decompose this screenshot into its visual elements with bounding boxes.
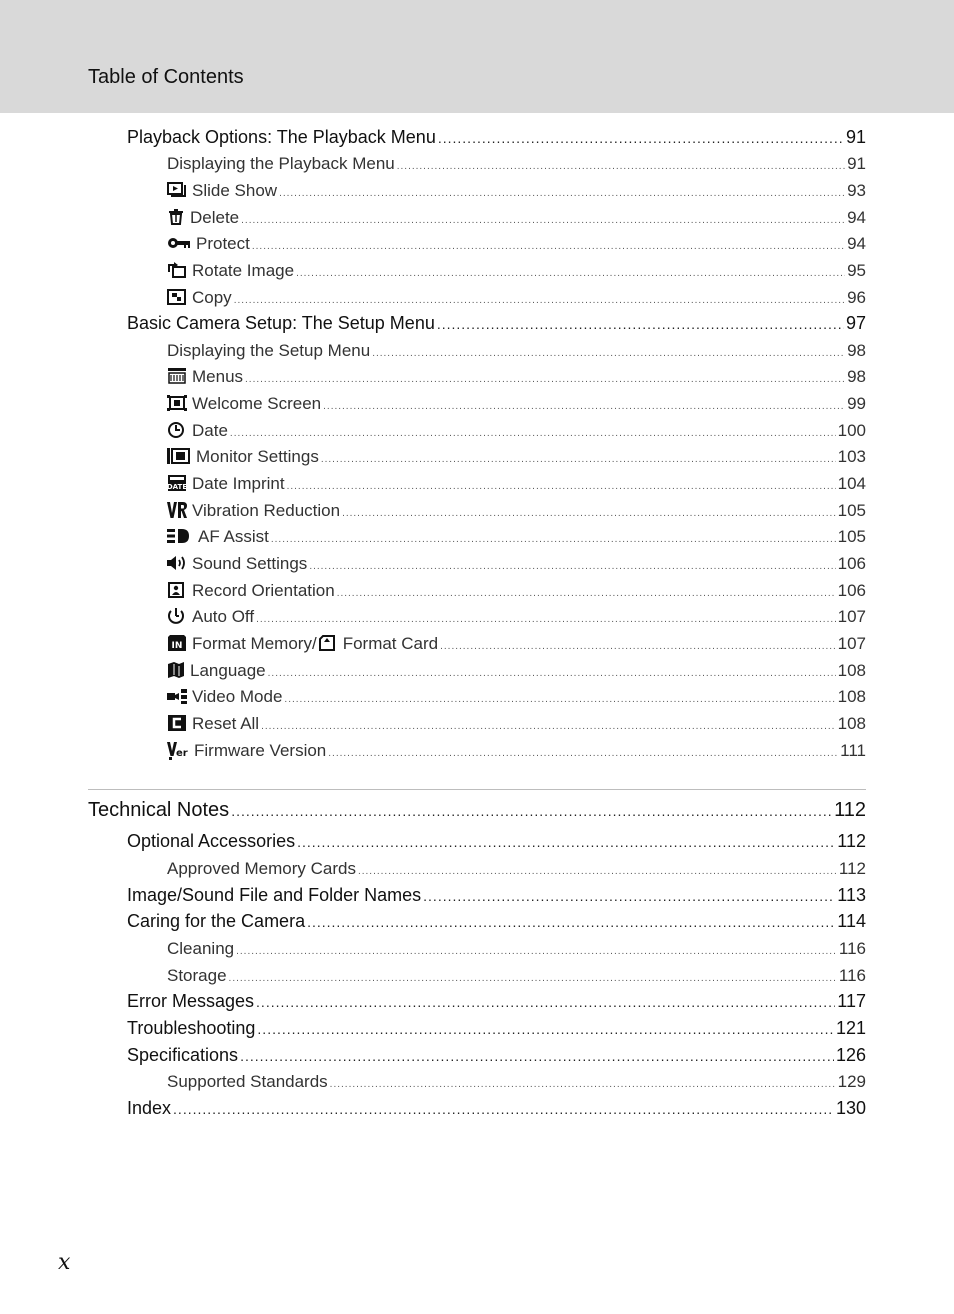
toc-page: 105 xyxy=(837,501,866,520)
toc-page: 117 xyxy=(837,991,866,1011)
toc-entry[interactable] xyxy=(167,208,866,228)
toc-page: 106 xyxy=(837,581,866,600)
toc-page: 130 xyxy=(835,1098,866,1118)
toc-entry[interactable] xyxy=(167,154,866,174)
toc-title: Copy xyxy=(192,288,232,307)
toc-entry[interactable] xyxy=(167,367,866,387)
svg-text:IN: IN xyxy=(171,641,183,651)
toc-entry-setup-menu[interactable] xyxy=(127,313,866,334)
toc-title: Protect xyxy=(196,234,250,253)
toc-title: Date xyxy=(192,421,228,440)
toc-entry[interactable] xyxy=(167,501,866,521)
trash-icon xyxy=(167,209,185,225)
vr-icon xyxy=(167,502,187,518)
toc-entry[interactable] xyxy=(127,991,866,1012)
clock-icon xyxy=(167,422,187,438)
toc-page: 99 xyxy=(847,394,866,413)
toc-title: Cleaning xyxy=(167,939,235,958)
page-number: x xyxy=(58,1250,71,1275)
toc-page: 112 xyxy=(834,799,866,821)
toc-page: 105 xyxy=(837,527,866,546)
page-header-title: Table of Contents xyxy=(88,66,244,88)
menu-icon xyxy=(167,368,187,384)
toc-title: Error Messages xyxy=(127,991,255,1011)
toc-title: Sound Settings xyxy=(192,554,308,573)
toc-title: Monitor Settings xyxy=(196,447,319,466)
toc-entry[interactable] xyxy=(127,1018,866,1039)
toc-page: 114 xyxy=(837,911,866,931)
toc-entry[interactable] xyxy=(127,1098,866,1119)
toc-title: Reset All xyxy=(192,714,260,733)
toc-entry[interactable] xyxy=(167,421,866,441)
toc-entry[interactable] xyxy=(167,288,866,308)
toc-entry[interactable] xyxy=(127,885,866,906)
toc-page: 108 xyxy=(837,687,866,706)
toc-entry[interactable] xyxy=(167,741,866,761)
toc-title-2: Format Card xyxy=(342,634,439,653)
toc-title: Delete xyxy=(190,208,240,227)
svg-text:er: er xyxy=(176,748,188,759)
toc-entry[interactable] xyxy=(127,1045,866,1066)
toc-page: 91 xyxy=(845,127,866,147)
toc-title: Welcome Screen xyxy=(192,394,322,413)
af-assist-icon xyxy=(167,528,193,544)
toc-title: Basic Camera Setup: The Setup Menu xyxy=(127,313,435,333)
toc-title: Firmware Version xyxy=(194,741,327,760)
toc-page: 100 xyxy=(837,421,866,440)
toc-page: 98 xyxy=(847,341,866,360)
svg-text:DATE: DATE xyxy=(167,483,187,491)
toc-title: Caring for the Camera xyxy=(127,911,306,931)
rotate-icon xyxy=(167,262,187,278)
orientation-icon xyxy=(167,582,187,598)
reset-icon xyxy=(167,715,187,731)
toc-entry-playback-menu[interactable] xyxy=(127,127,866,148)
toc-title: AF Assist xyxy=(198,527,269,546)
toc-entry[interactable] xyxy=(167,687,866,707)
toc-page: 112 xyxy=(837,831,866,851)
toc-title: Playback Options: The Playback Menu xyxy=(127,127,436,147)
toc-page: 94 xyxy=(847,208,866,227)
language-icon xyxy=(167,662,185,678)
toc-title: Displaying the Playback Menu xyxy=(167,154,395,173)
toc-title: Approved Memory Cards xyxy=(167,859,356,878)
toc-page: 91 xyxy=(847,154,866,173)
toc-page: 129 xyxy=(837,1072,866,1091)
toc-page: 93 xyxy=(847,181,866,200)
memory-card-icon xyxy=(318,635,338,651)
copy-icon xyxy=(167,289,187,305)
header-band xyxy=(0,0,954,113)
welcome-screen-icon xyxy=(167,395,187,411)
toc-title: Vibration Reduction xyxy=(192,501,341,520)
toc-entry[interactable] xyxy=(167,661,866,681)
monitor-icon xyxy=(167,448,191,464)
toc-entry-technical-notes[interactable] xyxy=(88,799,866,822)
toc-page: 98 xyxy=(847,367,866,386)
speaker-icon xyxy=(167,555,187,571)
toc-entry[interactable] xyxy=(167,581,866,601)
toc-title: Specifications xyxy=(127,1045,239,1065)
toc-page: 112 xyxy=(838,859,866,878)
toc-page: 111 xyxy=(840,741,866,760)
toc-page: 107 xyxy=(837,634,866,653)
toc-page: 94 xyxy=(847,234,866,253)
slide-show-icon xyxy=(167,182,187,198)
date-imprint-icon xyxy=(167,475,187,491)
toc-page: 126 xyxy=(835,1045,866,1065)
toc-entry[interactable] xyxy=(167,474,866,494)
toc-page: 108 xyxy=(837,661,866,680)
toc-title: Video Mode xyxy=(192,687,283,706)
toc-page: 113 xyxy=(837,885,866,905)
toc-entry[interactable] xyxy=(167,1072,866,1092)
toc-title: Image/Sound File and Folder Names xyxy=(127,885,422,905)
toc-title: Optional Accessories xyxy=(127,831,296,851)
toc-entry[interactable] xyxy=(167,966,866,986)
toc-title: Displaying the Setup Menu xyxy=(167,341,371,360)
toc-title: Rotate Image xyxy=(192,261,295,280)
toc-title: Technical Notes xyxy=(88,799,230,821)
toc-entry[interactable] xyxy=(127,911,866,932)
internal-memory-icon xyxy=(167,635,187,651)
toc-entry[interactable] xyxy=(167,607,866,627)
toc-entry[interactable] xyxy=(167,859,866,879)
toc-page: 116 xyxy=(838,966,866,985)
toc-entry[interactable] xyxy=(167,527,866,547)
toc-entry[interactable] xyxy=(167,714,866,734)
toc-entry[interactable] xyxy=(127,831,866,852)
video-mode-icon xyxy=(167,688,187,704)
toc-page: 108 xyxy=(837,714,866,733)
toc-title: Format Memory/ xyxy=(192,634,317,653)
toc-title: Troubleshooting xyxy=(127,1018,256,1038)
toc-title: Supported Standards xyxy=(167,1072,328,1091)
toc-title: Record Orientation xyxy=(192,581,335,600)
auto-off-icon xyxy=(167,608,187,624)
toc-page: 103 xyxy=(837,447,866,466)
toc-title: Date Imprint xyxy=(192,474,285,493)
toc-title: Auto Off xyxy=(192,607,255,626)
toc-entry[interactable] xyxy=(167,939,866,959)
toc-entry[interactable] xyxy=(167,181,866,201)
toc-page: 96 xyxy=(847,288,866,307)
key-icon xyxy=(167,235,191,251)
toc-page: 106 xyxy=(837,554,866,573)
toc-entry[interactable] xyxy=(167,634,866,654)
firmware-icon xyxy=(167,742,189,758)
toc-entry[interactable] xyxy=(167,341,866,361)
toc-entry[interactable] xyxy=(167,394,866,414)
toc-title: Slide Show xyxy=(192,181,278,200)
toc-page: 104 xyxy=(837,474,866,493)
toc-title: Menus xyxy=(192,367,244,386)
toc-entry[interactable] xyxy=(167,447,866,467)
toc-page: 95 xyxy=(847,261,866,280)
toc-entry[interactable] xyxy=(167,234,866,254)
toc-page: 107 xyxy=(837,607,866,626)
toc-page: 97 xyxy=(845,313,866,333)
toc-page: 121 xyxy=(835,1018,866,1038)
section-divider xyxy=(88,789,866,790)
toc-entry[interactable] xyxy=(167,554,866,574)
toc-title: Index xyxy=(127,1098,172,1118)
toc-title: Storage xyxy=(167,966,227,985)
toc-page: 116 xyxy=(838,939,866,958)
toc-entry[interactable] xyxy=(167,261,866,281)
toc-title: Language xyxy=(190,661,266,680)
